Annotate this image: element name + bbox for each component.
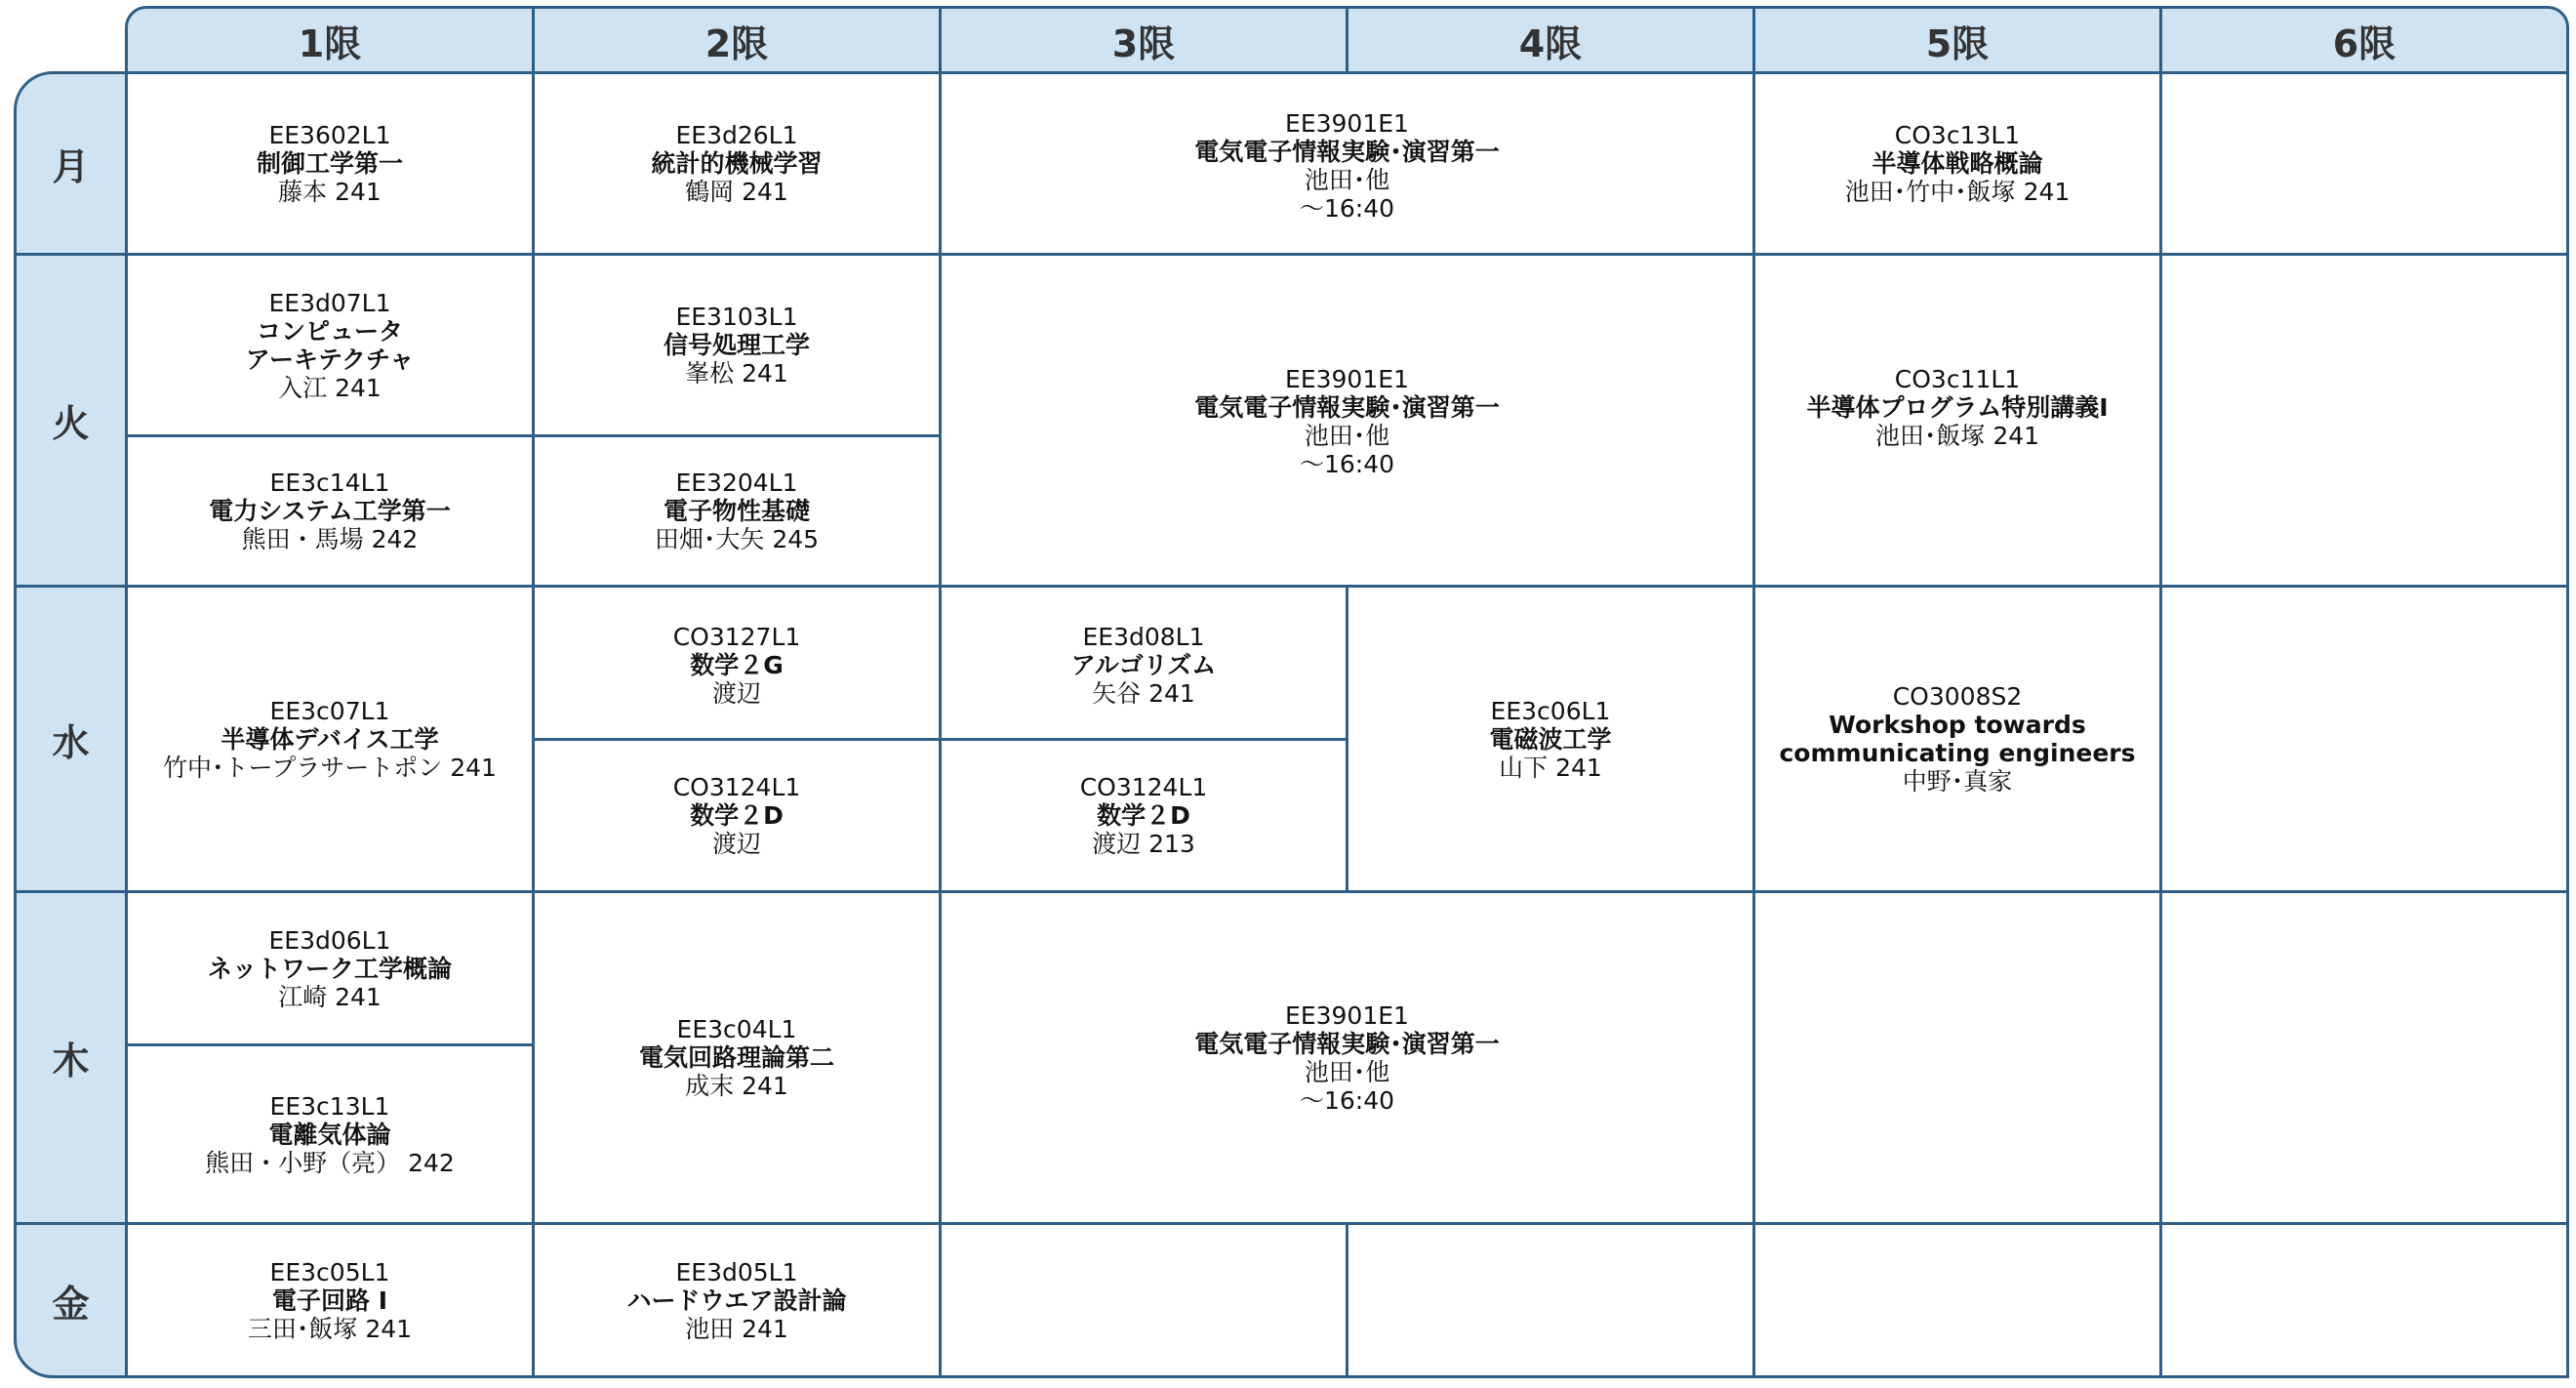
- class-cell[interactable]: [1346, 585, 1755, 893]
- class-cell[interactable]: [125, 1222, 535, 1378]
- day-label-wed: 水: [14, 585, 128, 893]
- course-title: 数学２G: [690, 651, 784, 679]
- course-title: ハードウエア設計論: [626, 1286, 847, 1315]
- course-title: 電磁波工学: [1489, 724, 1612, 754]
- class-cell[interactable]: [532, 738, 942, 893]
- course-code: CO3124L1: [1079, 773, 1208, 801]
- course-code: EE3c06L1: [1490, 696, 1611, 725]
- course-code: CO3124L1: [672, 773, 801, 801]
- class-cell[interactable]: [532, 434, 942, 588]
- day-label-thu: 木: [14, 890, 128, 1225]
- course-teacher-room: 渡辺 213: [1092, 830, 1195, 858]
- period-header-6: 6限: [2159, 6, 2569, 74]
- course-teacher-room: 池田･他: [1304, 1057, 1390, 1086]
- course-title: 半導体デバイス工学: [221, 724, 439, 754]
- course-end-time: ～16:40: [1299, 450, 1395, 478]
- course-code: EE3d26L1: [675, 121, 798, 149]
- empty-cell[interactable]: [2159, 71, 2569, 256]
- class-cell[interactable]: [1752, 253, 2162, 588]
- course-code: EE3c04L1: [676, 1015, 797, 1043]
- course-code: EE3c14L1: [269, 469, 390, 497]
- course-title: 制御工学第一: [256, 149, 403, 178]
- course-code: EE3204L1: [675, 469, 798, 497]
- course-code: EE3c07L1: [269, 696, 390, 725]
- course-teacher-room: 入江 241: [278, 373, 382, 402]
- empty-cell[interactable]: [1752, 890, 2162, 1225]
- course-title: 電子回路 I: [271, 1286, 387, 1315]
- class-cell[interactable]: [532, 1222, 942, 1378]
- course-title: 電子物性基礎: [663, 497, 810, 525]
- course-title: 電気回路理論第二: [638, 1043, 834, 1072]
- course-end-time: ～16:40: [1299, 194, 1395, 223]
- period-header-3: 3限: [939, 6, 1348, 74]
- course-teacher-room: 成末 241: [685, 1072, 788, 1100]
- course-title: 数学２D: [1097, 801, 1190, 830]
- course-teacher-room: 三田･飯塚 241: [247, 1314, 413, 1343]
- day-label-fri: 金: [14, 1222, 128, 1378]
- day-label-mon: 月: [14, 71, 128, 256]
- course-title: 統計的機械学習: [651, 149, 823, 178]
- course-title: 電気電子情報実験･演習第一: [1194, 138, 1500, 166]
- course-title: 電気電子情報実験･演習第一: [1194, 1029, 1500, 1058]
- class-cell[interactable]: [532, 253, 942, 437]
- course-teacher-room: 熊田・小野（亮） 242: [205, 1148, 455, 1177]
- course-title: 半導体プログラム特別講義I: [1806, 393, 2109, 422]
- course-title: ネットワーク工学概論: [207, 954, 452, 983]
- course-teacher-room: 渡辺: [711, 679, 761, 708]
- course-teacher-room: 藤本 241: [278, 178, 382, 206]
- course-title: 数学２D: [690, 801, 784, 830]
- class-cell[interactable]: [125, 585, 535, 893]
- class-cell[interactable]: [532, 71, 942, 256]
- course-code: EE3c13L1: [269, 1091, 390, 1121]
- period-header-5: 5限: [1752, 6, 2162, 74]
- course-teacher-room: 江崎 241: [278, 982, 382, 1011]
- empty-cell[interactable]: [2159, 585, 2569, 893]
- period-header-2: 2限: [532, 6, 942, 74]
- class-cell[interactable]: [939, 738, 1348, 893]
- empty-cell[interactable]: [2159, 1222, 2569, 1378]
- course-code: EE3d06L1: [268, 925, 391, 955]
- course-teacher-room: 池田･他: [1304, 166, 1390, 194]
- course-teacher-room: 熊田・馬場 242: [241, 525, 419, 553]
- day-label-tue: 火: [14, 253, 128, 588]
- class-cell[interactable]: [125, 890, 535, 1046]
- course-title: Workshop towards: [1829, 711, 2086, 739]
- course-code: EE3103L1: [675, 303, 798, 331]
- empty-cell[interactable]: [1346, 1222, 1755, 1378]
- class-cell[interactable]: [125, 1043, 535, 1225]
- course-code: CO3127L1: [672, 623, 801, 651]
- course-title-line2: アーキテクチャ: [245, 345, 415, 374]
- class-cell[interactable]: [125, 71, 535, 256]
- course-title: 電気電子情報実験･演習第一: [1194, 393, 1500, 422]
- course-title: 電力システム工学第一: [209, 497, 451, 525]
- course-code: CO3c11L1: [1894, 365, 2021, 393]
- course-title: 信号処理工学: [663, 331, 810, 359]
- class-cell[interactable]: [532, 585, 942, 741]
- course-code: EE3d07L1: [268, 288, 391, 317]
- course-title-line2: communicating engineers: [1779, 739, 2136, 767]
- class-cell[interactable]: [939, 585, 1348, 741]
- class-cell[interactable]: [1752, 71, 2162, 256]
- empty-cell[interactable]: [939, 1222, 1348, 1378]
- course-teacher-room: 池田･竹中･飯塚 241: [1844, 178, 2071, 206]
- course-code: EE3901E1: [1285, 365, 1409, 393]
- course-title: 半導体戦略概論: [1872, 149, 2043, 178]
- class-cell[interactable]: [125, 434, 535, 588]
- course-teacher-room: 池田 241: [685, 1314, 788, 1343]
- course-code: EE3d05L1: [675, 1257, 798, 1286]
- course-teacher-room: 鶴岡 241: [685, 178, 788, 206]
- course-code: EE3901E1: [1285, 109, 1409, 138]
- course-title: アルゴリズム: [1070, 651, 1217, 679]
- empty-cell[interactable]: [2159, 890, 2569, 1225]
- class-cell[interactable]: [939, 253, 1755, 588]
- course-title: コンピュータ: [256, 316, 403, 346]
- course-end-time: ～16:40: [1299, 1085, 1395, 1115]
- course-code: EE3c05L1: [269, 1257, 390, 1286]
- course-teacher-room: 中野･真家: [1902, 767, 2013, 796]
- class-cell[interactable]: [532, 890, 942, 1225]
- period-header-1: 1限: [125, 6, 535, 74]
- class-cell[interactable]: [939, 71, 1755, 256]
- empty-cell[interactable]: [2159, 253, 2569, 588]
- class-cell[interactable]: [939, 890, 1755, 1225]
- course-code: CO3c13L1: [1894, 121, 2021, 149]
- course-code: EE3901E1: [1285, 1000, 1409, 1030]
- course-teacher-room: 池田･飯塚 241: [1874, 422, 2040, 450]
- course-teacher-room: 矢谷 241: [1092, 679, 1195, 708]
- course-title: 電離気体論: [268, 1120, 391, 1149]
- course-code: EE3d08L1: [1082, 623, 1205, 651]
- course-teacher-room: 竹中･トープラサートポン 241: [163, 753, 497, 782]
- course-teacher-room: 峯松 241: [685, 359, 788, 388]
- course-teacher-room: 池田･他: [1304, 422, 1390, 450]
- empty-cell[interactable]: [1752, 1222, 2162, 1378]
- class-cell[interactable]: [1752, 585, 2162, 893]
- class-cell[interactable]: [125, 253, 535, 437]
- period-header-4: 4限: [1346, 6, 1755, 74]
- course-code: EE3602L1: [268, 121, 391, 149]
- course-teacher-room: 渡辺: [711, 830, 761, 858]
- course-teacher-room: 山下 241: [1499, 753, 1602, 782]
- course-teacher-room: 田畑･大矢 245: [654, 525, 820, 553]
- course-code: CO3008S2: [1892, 682, 2023, 711]
